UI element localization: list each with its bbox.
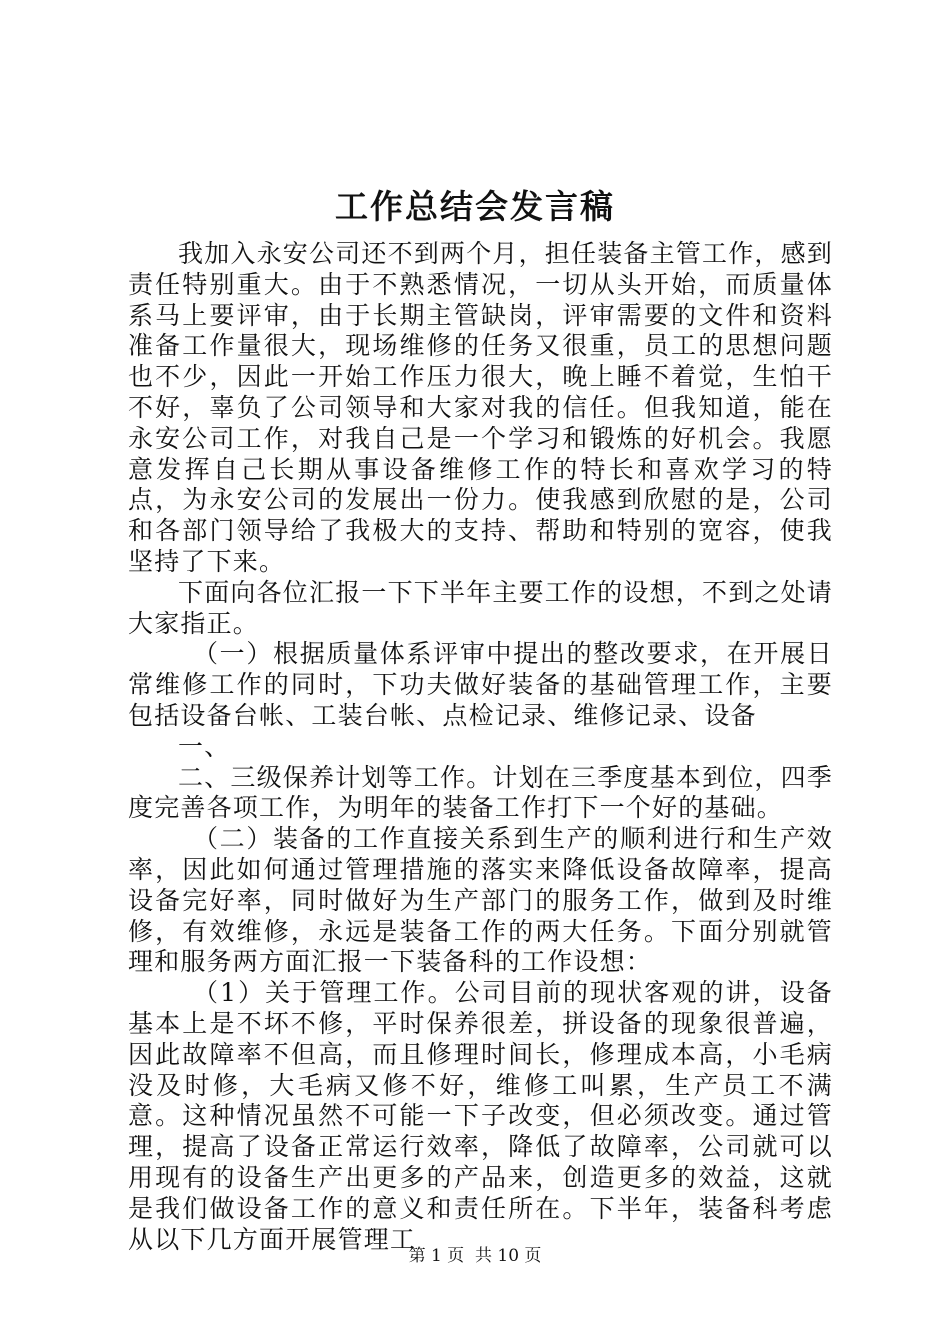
page-footer: [0, 1245, 950, 1267]
paragraph-intro: 我加入永安公司还不到两个月，担任装备主管工作，感到责任特别重大。由于不熟悉情况，一切从头开始，而质量体系马上要评审，由于长期主管缺岗，评审需要的文件和资料准备工作量很大，现场维修的任务又很重，员工的思想问题也不少，因此一开始工作压力很大，晚上睡不着觉，生怕干不好，辜负了公司领导和大家对我的信任。但我知道，能在永安公司工作，对我自己是一个学习和锻炼的好机会。我愿意发挥自己长期从事设备维修工作的特长和喜欢学习的特点，为永安公司的发展出一份力。使我感到欣慰的是，公司和各部门领导给了我极大的支持、帮助和特别的宽容，使我坚持了下来。: [128, 239, 834, 576]
page-title: 工作总结会发言稿: [335, 187, 615, 226]
paragraph-item-1: （一）根据质量体系评审中提出的整改要求，在开展日常维修工作的同时，下功夫做好装备的基础管理工作，主要包括设备台帐、工装台帐、点检记录、维修记录、设备: [128, 639, 833, 730]
paragraph-maintenance-plan: 二、三级保养计划等工作。计划在三季度基本到位，四季度完善各项工作，为明年的装备工作打下一个好的基础。: [128, 762, 834, 823]
paragraph-report: 下面向各位汇报一下下半年主要工作的设想，不到之处请大家指正。: [128, 577, 834, 638]
paragraph-fragment: 一、: [178, 731, 231, 761]
page-number: 第 1 页 共 10 页: [408, 1246, 542, 1266]
paragraph-management: （1）关于管理工作。公司目前的现状客观的讲，设备基本上是不坏不修，平时保养很差，拼设备的现象很普遍，因此故障率不但高，而且修理时间长，修理成本高，小毛病没及时修，大毛病又修不好，维修工叫累，生产员工不满意。这种情况虽然不可能一下子改变，但必须改变。通过管理，提高了设备正常运行效率，降低了故障率，公司就可以用现有的设备生产出更多的产品来，创造更多的效益，这就是我们做设备工作的意义和责任所在。下半年，装备科考虑从以下几方面开展管理工: [128, 978, 833, 1254]
document-body: [128, 239, 833, 1255]
paragraph-item-2: （二）装备的工作直接关系到生产的顺利进行和生产效率，因此如何通过管理措施的落实来降低设备故障率，提高设备完好率，同时做好为生产部门的服务工作，做到及时维修，有效维修，永远是装备工作的两大任务。下面分别就管理和服务两方面汇报一下装备科的工作设想：: [128, 824, 833, 977]
